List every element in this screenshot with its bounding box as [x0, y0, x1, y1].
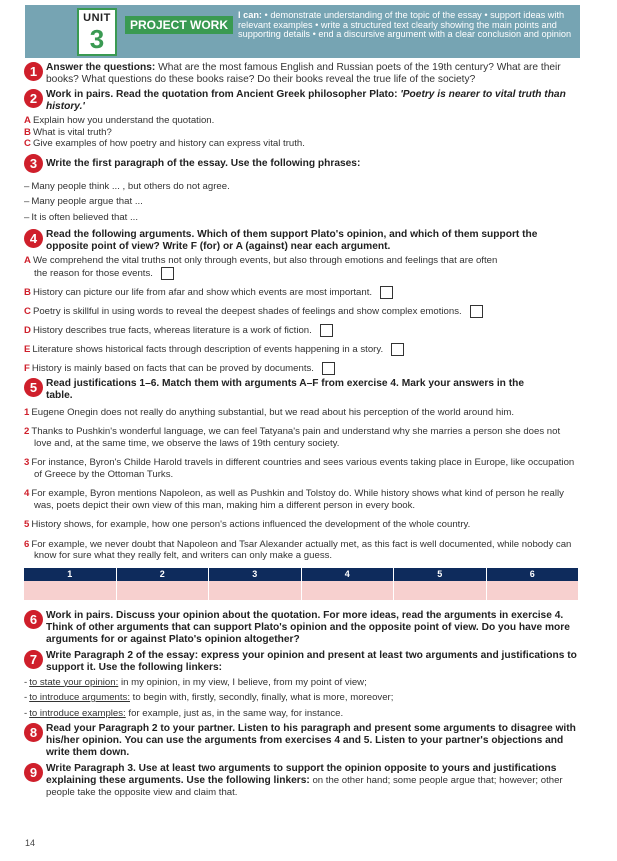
justification-1 — [24, 407, 579, 419]
task-8-text — [46, 723, 579, 759]
task-number: 3 — [24, 154, 43, 173]
ican-text: • demonstrate understanding of the topic of the essay • support ideas with relevant examples • write a structured text clearly showing the main points and supporting details • end a discursive argument with a clear conclusion and opinion — [238, 10, 572, 39]
task-4-text — [46, 229, 579, 253]
item-text: We comprehend the vital truths not only through events, but also through emotions and feelings that are often — [32, 255, 498, 266]
task-8 — [24, 723, 579, 759]
item-text: Poetry is skillful in using words to reveal the deepest shades of feelings and show complex emotions. — [32, 305, 462, 317]
answer-checkbox[interactable] — [161, 267, 174, 280]
task-7-instruction: Write Paragraph 2 of the essay: express your opinion and present at least two arguments and justifications to support it. Use the following linkers: — [46, 649, 577, 673]
task-6-text — [46, 610, 579, 646]
task-4-instruction: Read the following arguments. Which of them support Plato's opinion, and which of them support the opposite point of view? Write F (for) or A (against) near each argument. — [46, 229, 538, 252]
task-9-linkers: on the other hand; some people argue that; however; other people take the opposite view and claim that. — [46, 775, 563, 798]
task-1-text — [46, 62, 579, 86]
answer-checkbox[interactable] — [391, 343, 404, 356]
task-number: 6 — [24, 610, 43, 629]
task-6-instruction: Work in pairs. Discuss your opinion about the quotation. For more ideas, read the arguments in exercise 4. Think of other arguments that can support Plato's opinion and the opposite point of view. Do you have more arguments for or against Plato's opinion altogether? — [46, 609, 570, 645]
table-header: 3 — [209, 568, 302, 581]
linker-text: in my opinion, in my view, I believe, from my point of view; — [118, 676, 367, 688]
item-text: For example, Byron mentions Napoleon, as well as Pushkin and Tolstoy do. While history shows what kind of person he really was, poets depict their own view of this man, making him a different person in every book. — [31, 488, 564, 511]
item-text: the reason for those events. — [34, 267, 153, 279]
item-text: Thanks to Pushkin's wonderful language, we can feel Tatyana's pain and understand why she marries a person she does not love and, at the same time, we observe the laws of 19th century society. — [31, 426, 561, 449]
task-7 — [24, 650, 579, 674]
linker-item: - to introduce arguments: to begin with, firstly, secondly, finally, what is more, moreover; — [24, 692, 394, 703]
phrase: Many people argue that ... — [31, 196, 143, 207]
item-letter: B — [24, 126, 31, 138]
item-letter: D — [24, 324, 31, 336]
task-5 — [24, 378, 579, 402]
item-number: 2 — [24, 426, 30, 437]
answer-checkbox[interactable] — [322, 362, 335, 375]
item-text: Eugene Onegin does not really do anything substantial, but we read about his perception of the world around him. — [31, 406, 515, 418]
table-header: 6 — [487, 568, 580, 581]
answer-cell[interactable] — [117, 581, 210, 600]
task-9 — [24, 763, 579, 799]
justification-2 — [24, 426, 579, 449]
argument-e — [24, 343, 579, 356]
task-5-text — [46, 378, 536, 402]
answer-checkbox[interactable] — [320, 324, 333, 337]
linker-label: to introduce arguments: — [29, 692, 130, 703]
answer-table — [24, 568, 579, 600]
item-letter: C — [24, 138, 31, 149]
task-4 — [24, 229, 579, 253]
table-header: 2 — [117, 568, 210, 581]
task-number: 9 — [24, 763, 43, 782]
task-number: 5 — [24, 378, 43, 397]
justification-3 — [24, 457, 579, 480]
item-letter: A — [24, 255, 31, 266]
item-text: History is mainly based on facts that can be proved by documents. — [31, 362, 314, 374]
task-1 — [24, 62, 579, 86]
task-9-text — [46, 763, 579, 799]
answer-cell[interactable] — [394, 581, 487, 600]
page-number: 14 — [25, 838, 36, 848]
item-text: History shows, for example, how one person's actions influenced the development of the whole country. — [31, 519, 471, 530]
answer-checkbox[interactable] — [380, 286, 393, 299]
linker-text: for example, just as, in the same way, for instance. — [125, 707, 344, 719]
argument-d — [24, 324, 579, 337]
list-item: – Many people think ... , but others do not agree. — [24, 180, 230, 192]
item-text: Explain how you understand the quotation. — [32, 115, 215, 126]
task-8-instruction: Read your Paragraph 2 to your partner. Listen to his paragraph and present some arguments to disagree with his/her opinion. You can use the arguments from exercises 4 and 5. Listen to your partner's objections and write them down. — [46, 723, 576, 758]
plato-quote: 'Poetry is nearer to vital truth than history.' — [46, 89, 566, 112]
table-answer-row — [24, 581, 579, 600]
list-item — [24, 115, 579, 127]
item-text: Literature shows historical facts through description of events happening in a story. — [32, 343, 384, 355]
linker-label: to introduce examples: — [29, 707, 126, 719]
item-text: What is vital truth? — [32, 126, 112, 138]
item-number: 6 — [24, 538, 30, 550]
linker-item: - to introduce examples: for example, just as, in the same way, for instance. — [24, 707, 344, 719]
unit-number: 3 — [89, 24, 105, 54]
task-3 — [24, 154, 579, 173]
answer-cell[interactable] — [209, 581, 302, 600]
list-item: – Many people argue that ... — [24, 196, 143, 207]
item-letter: E — [24, 343, 31, 355]
item-letter: B — [24, 286, 31, 298]
task-2-text — [46, 89, 579, 113]
table-header: 1 — [24, 568, 117, 581]
task-number: 2 — [24, 89, 43, 108]
task-6 — [24, 610, 579, 646]
linker-item: - to state your opinion: in my opinion, in my view, I believe, from my point of view; — [24, 676, 367, 688]
item-text: History describes true facts, whereas literature is a work of fiction. — [32, 324, 312, 336]
item-number: 3 — [24, 457, 30, 468]
item-text: Give examples of how poetry and history can express vital truth. — [32, 138, 305, 149]
item-text: For example, we never doubt that Napoleon and Tsar Alexander actually met, as this fact is well documented, while nobody can know for sure what they really felt, and writers can only make a guess. — [31, 538, 572, 561]
list-item — [24, 138, 579, 150]
item-letter: C — [24, 305, 31, 317]
task-2-instruction: Work in pairs. Read the quotation from Ancient Greek philosopher Plato: — [46, 89, 401, 100]
item-number: 4 — [24, 488, 30, 499]
task-2 — [24, 89, 579, 113]
argument-b — [24, 286, 579, 299]
list-item: – It is often believed that ... — [24, 211, 139, 223]
task-3-instruction: Write the first paragraph of the essay. Use the following phrases: — [46, 157, 361, 169]
unit-header — [25, 5, 580, 58]
task-5-instruction: Read justifications 1–6. Match them with arguments A–F from exercise 4. Mark your answers in the table. — [46, 377, 525, 401]
argument-a-cont — [34, 267, 579, 280]
answer-checkbox[interactable] — [470, 305, 483, 318]
item-text: For instance, Byron's Childe Harold travels in different countries and sees various events taking place in Europe, like occupation of Greece by the Ottoman Turks. — [31, 457, 575, 480]
linker-label: to state your opinion: — [29, 676, 119, 688]
task-number: 4 — [24, 229, 43, 248]
justification-5 — [24, 519, 579, 531]
list-item — [24, 127, 579, 139]
phrase: It is often believed that ... — [31, 211, 139, 223]
item-number: 5 — [24, 519, 30, 530]
task-1-questions: What are the most famous English and Russian poets of the 19th century? What are their books? What questions do these books raise? Do their books reveal the true life of the society? — [46, 62, 561, 85]
project-work-label: PROJECT WORK — [125, 16, 233, 34]
task-1-instruction: Answer the questions: — [46, 62, 156, 73]
learning-goals — [238, 11, 578, 40]
task-3-text — [46, 154, 579, 173]
exercise-content — [24, 62, 579, 801]
task-9-instruction: Write Paragraph 3. Use at least two arguments to support the opinion opposite to yours and justifications explaining these arguments. Use the following linkers: — [46, 763, 557, 786]
unit-badge — [77, 8, 117, 56]
ican-lead: I can: — [238, 10, 262, 20]
task-number: 8 — [24, 723, 43, 742]
linker-text: to begin with, firstly, secondly, finally, what is more, moreover; — [130, 692, 394, 703]
item-letter: F — [24, 362, 30, 374]
item-number: 1 — [24, 406, 30, 418]
task-7-text — [46, 650, 579, 674]
answer-cell[interactable] — [487, 581, 580, 600]
justification-4 — [24, 488, 579, 511]
table-header: 4 — [302, 568, 395, 581]
argument-f — [24, 362, 579, 375]
argument-a — [24, 255, 579, 267]
task-number: 7 — [24, 650, 43, 669]
phrase: Many people think ... , but others do not agree. — [31, 180, 230, 192]
justification-6 — [24, 539, 579, 562]
table-header: 5 — [394, 568, 487, 581]
answer-cell[interactable] — [24, 581, 117, 600]
unit-label: UNIT — [83, 12, 111, 24]
item-letter: A — [24, 115, 31, 126]
answer-cell[interactable] — [302, 581, 395, 600]
argument-c — [24, 305, 579, 318]
task-number: 1 — [24, 62, 43, 81]
table-header-row — [24, 568, 579, 581]
item-text: History can picture our life from afar and show which events are most important. — [32, 286, 373, 298]
